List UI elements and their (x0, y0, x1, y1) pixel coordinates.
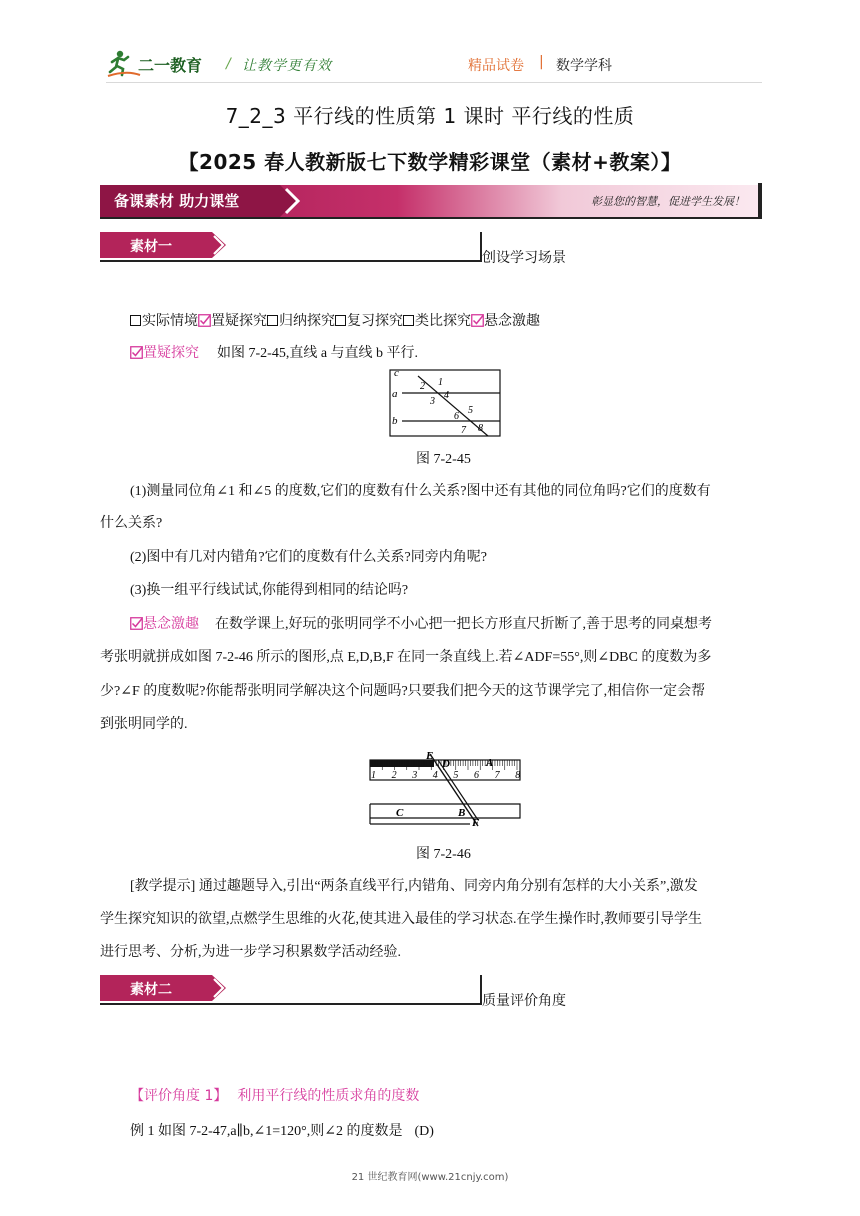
label-B: B (458, 807, 466, 819)
option-2[interactable] (267, 313, 335, 329)
figure-7-2-46 (366, 748, 524, 828)
banner-left-text: 备课素材 助力课堂 (114, 192, 240, 210)
unchecked-box-icon (335, 315, 346, 326)
option-3[interactable] (335, 313, 403, 329)
tip-line-1: [教学提示] 通过趣题导入,引出“两条直线平行,内错角、同旁内角分别有怎样的大小关系”,激发 (130, 879, 698, 894)
page-subtitle: 【2025 春人教新版七下数学精彩课堂（素材+教案）】 (178, 150, 682, 174)
angle-8: 8 (478, 423, 483, 434)
ruler-number: 8 (515, 770, 521, 781)
svg-text:二一教育: 二一教育 (138, 56, 203, 75)
ruler-number: 3 (412, 770, 418, 781)
section-label-2: 质量评价角度 (482, 993, 566, 1009)
site-logo (106, 48, 222, 80)
label-C: C (396, 807, 404, 819)
option-4[interactable] (403, 313, 471, 329)
unchecked-box-icon (403, 315, 414, 326)
question-2: (2)图中有几对内错角?它们的度数有什么关系?同旁内角呢? (130, 550, 487, 565)
svg-text:素材二: 素材二 (130, 982, 172, 998)
eval-heading (130, 1086, 419, 1107)
inquiry-line (130, 343, 418, 364)
ruler-number: 4 (432, 770, 438, 781)
figure-caption-45: 图 7-2-45 (416, 452, 471, 467)
option-label: 类比探究 (415, 313, 471, 329)
option-0[interactable] (130, 313, 198, 329)
suspense-line-4: 到张明同学的. (100, 717, 188, 732)
svg-text:素材一: 素材一 (130, 239, 172, 255)
banner-right-text: 彰显您的智慧，促进学生发展！ (591, 195, 745, 208)
label-A: A (486, 757, 494, 769)
section-label-1: 创设学习场景 (482, 250, 566, 266)
angle-1: 1 (438, 377, 443, 388)
header-separator: | (539, 54, 544, 70)
eval-text: 利用平行线的性质求角的度数 (237, 1088, 420, 1104)
checked-box-icon (130, 617, 143, 630)
suspense-tag: 悬念激趣 (143, 616, 199, 632)
angle-7: 7 (461, 425, 466, 436)
suspense-line-2: 考张明就拼成如图 7-2-46 所示的图形,点 E,D,B,F 在同一条直线上.若∠ADF=55°,则∠DBC 的度数为多 (100, 650, 712, 665)
question-1: (1)测量同位角∠1 和∠5 的度数,它们的度数有什么关系?图中还有其他的同位角吗?它们的度数有 (130, 484, 711, 499)
eval-tag: 【评价角度 1】 (130, 1088, 228, 1104)
angle-3: 3 (430, 396, 435, 407)
header-brand: 精品试卷 (468, 58, 524, 74)
example-1-answer: (D) (414, 1124, 434, 1139)
example-1-text: 例 1 如图 7-2-47,a∥b,∠1=120°,则∠2 的度数是 (130, 1124, 403, 1139)
section-header-1 (100, 232, 482, 262)
header-divider (106, 82, 762, 83)
angle-2: 2 (420, 381, 425, 392)
page-title: 7_2_3 平行线的性质第 1 课时 平行线的性质 (225, 104, 635, 128)
options-row (130, 311, 540, 332)
option-label: 悬念激趣 (484, 313, 540, 329)
inquiry-tag: 置疑探究 (143, 345, 199, 361)
option-1[interactable] (198, 313, 267, 329)
label-F: F (472, 817, 480, 828)
checked-box-icon (471, 314, 484, 327)
angle-4: 4 (444, 390, 449, 401)
example-1 (130, 1121, 434, 1142)
option-label: 实际情境 (142, 313, 198, 329)
label-E: E (426, 750, 434, 762)
ruler-number: 7 (494, 770, 500, 781)
header-slogan: 让教学更有效 (242, 58, 332, 74)
label-c: c (394, 368, 399, 379)
label-D: D (442, 758, 450, 770)
unchecked-box-icon (130, 315, 141, 326)
ruler-number: 5 (453, 770, 459, 781)
page-footer: 21 世纪教育网(www.21cnjy.com) (351, 1172, 509, 1183)
tip-line-3: 进行思考、分析,为进一步学习积累数学活动经验. (100, 945, 401, 960)
header-subject: 数学学科 (556, 58, 612, 74)
header-slash: / (226, 56, 231, 72)
option-label: 归纳探究 (279, 313, 335, 329)
suspense-line-1: 悬念激趣 在数学课上,好玩的张明同学不小心把一把长方形直尺折断了,善于思考的同桌想考 (130, 614, 712, 635)
tip-line-2: 学生探究知识的欲望,点燃学生思维的火花,使其进入最佳的学习状态.在学生操作时,教师要引导学生 (100, 912, 702, 927)
option-5[interactable] (471, 313, 540, 329)
section-tab-1 (100, 232, 230, 258)
checked-box-icon (130, 346, 143, 359)
ruler-number: 2 (391, 770, 397, 781)
question-1-cont: 什么关系? (100, 516, 163, 531)
angle-5: 5 (468, 405, 473, 416)
option-label: 复习探究 (347, 313, 403, 329)
ruler-number: 1 (371, 770, 376, 781)
section-banner (100, 183, 762, 219)
question-3: (3)换一组平行线试试,你能得到相同的结论吗? (130, 583, 409, 598)
runner-icon (108, 51, 140, 76)
suspense-line-3: 少?∠F 的度数呢?你能帮张明同学解决这个问题吗?只要我们把今天的这节课学完了,相信你一定会帮 (100, 684, 706, 699)
option-label: 置疑探究 (211, 313, 267, 329)
inquiry-text: 如图 7-2-45,直线 a 与直线 b 平行. (217, 346, 419, 361)
ruler-number: 6 (474, 770, 479, 781)
label-b: b (392, 415, 398, 427)
section-tab-2 (100, 975, 230, 1001)
figure-7-2-45 (388, 368, 502, 440)
label-a: a (392, 388, 398, 400)
checked-box-icon (198, 314, 211, 327)
figure-caption-46: 图 7-2-46 (416, 847, 471, 862)
unchecked-box-icon (267, 315, 278, 326)
angle-6: 6 (454, 411, 459, 422)
section-header-2 (100, 975, 482, 1005)
